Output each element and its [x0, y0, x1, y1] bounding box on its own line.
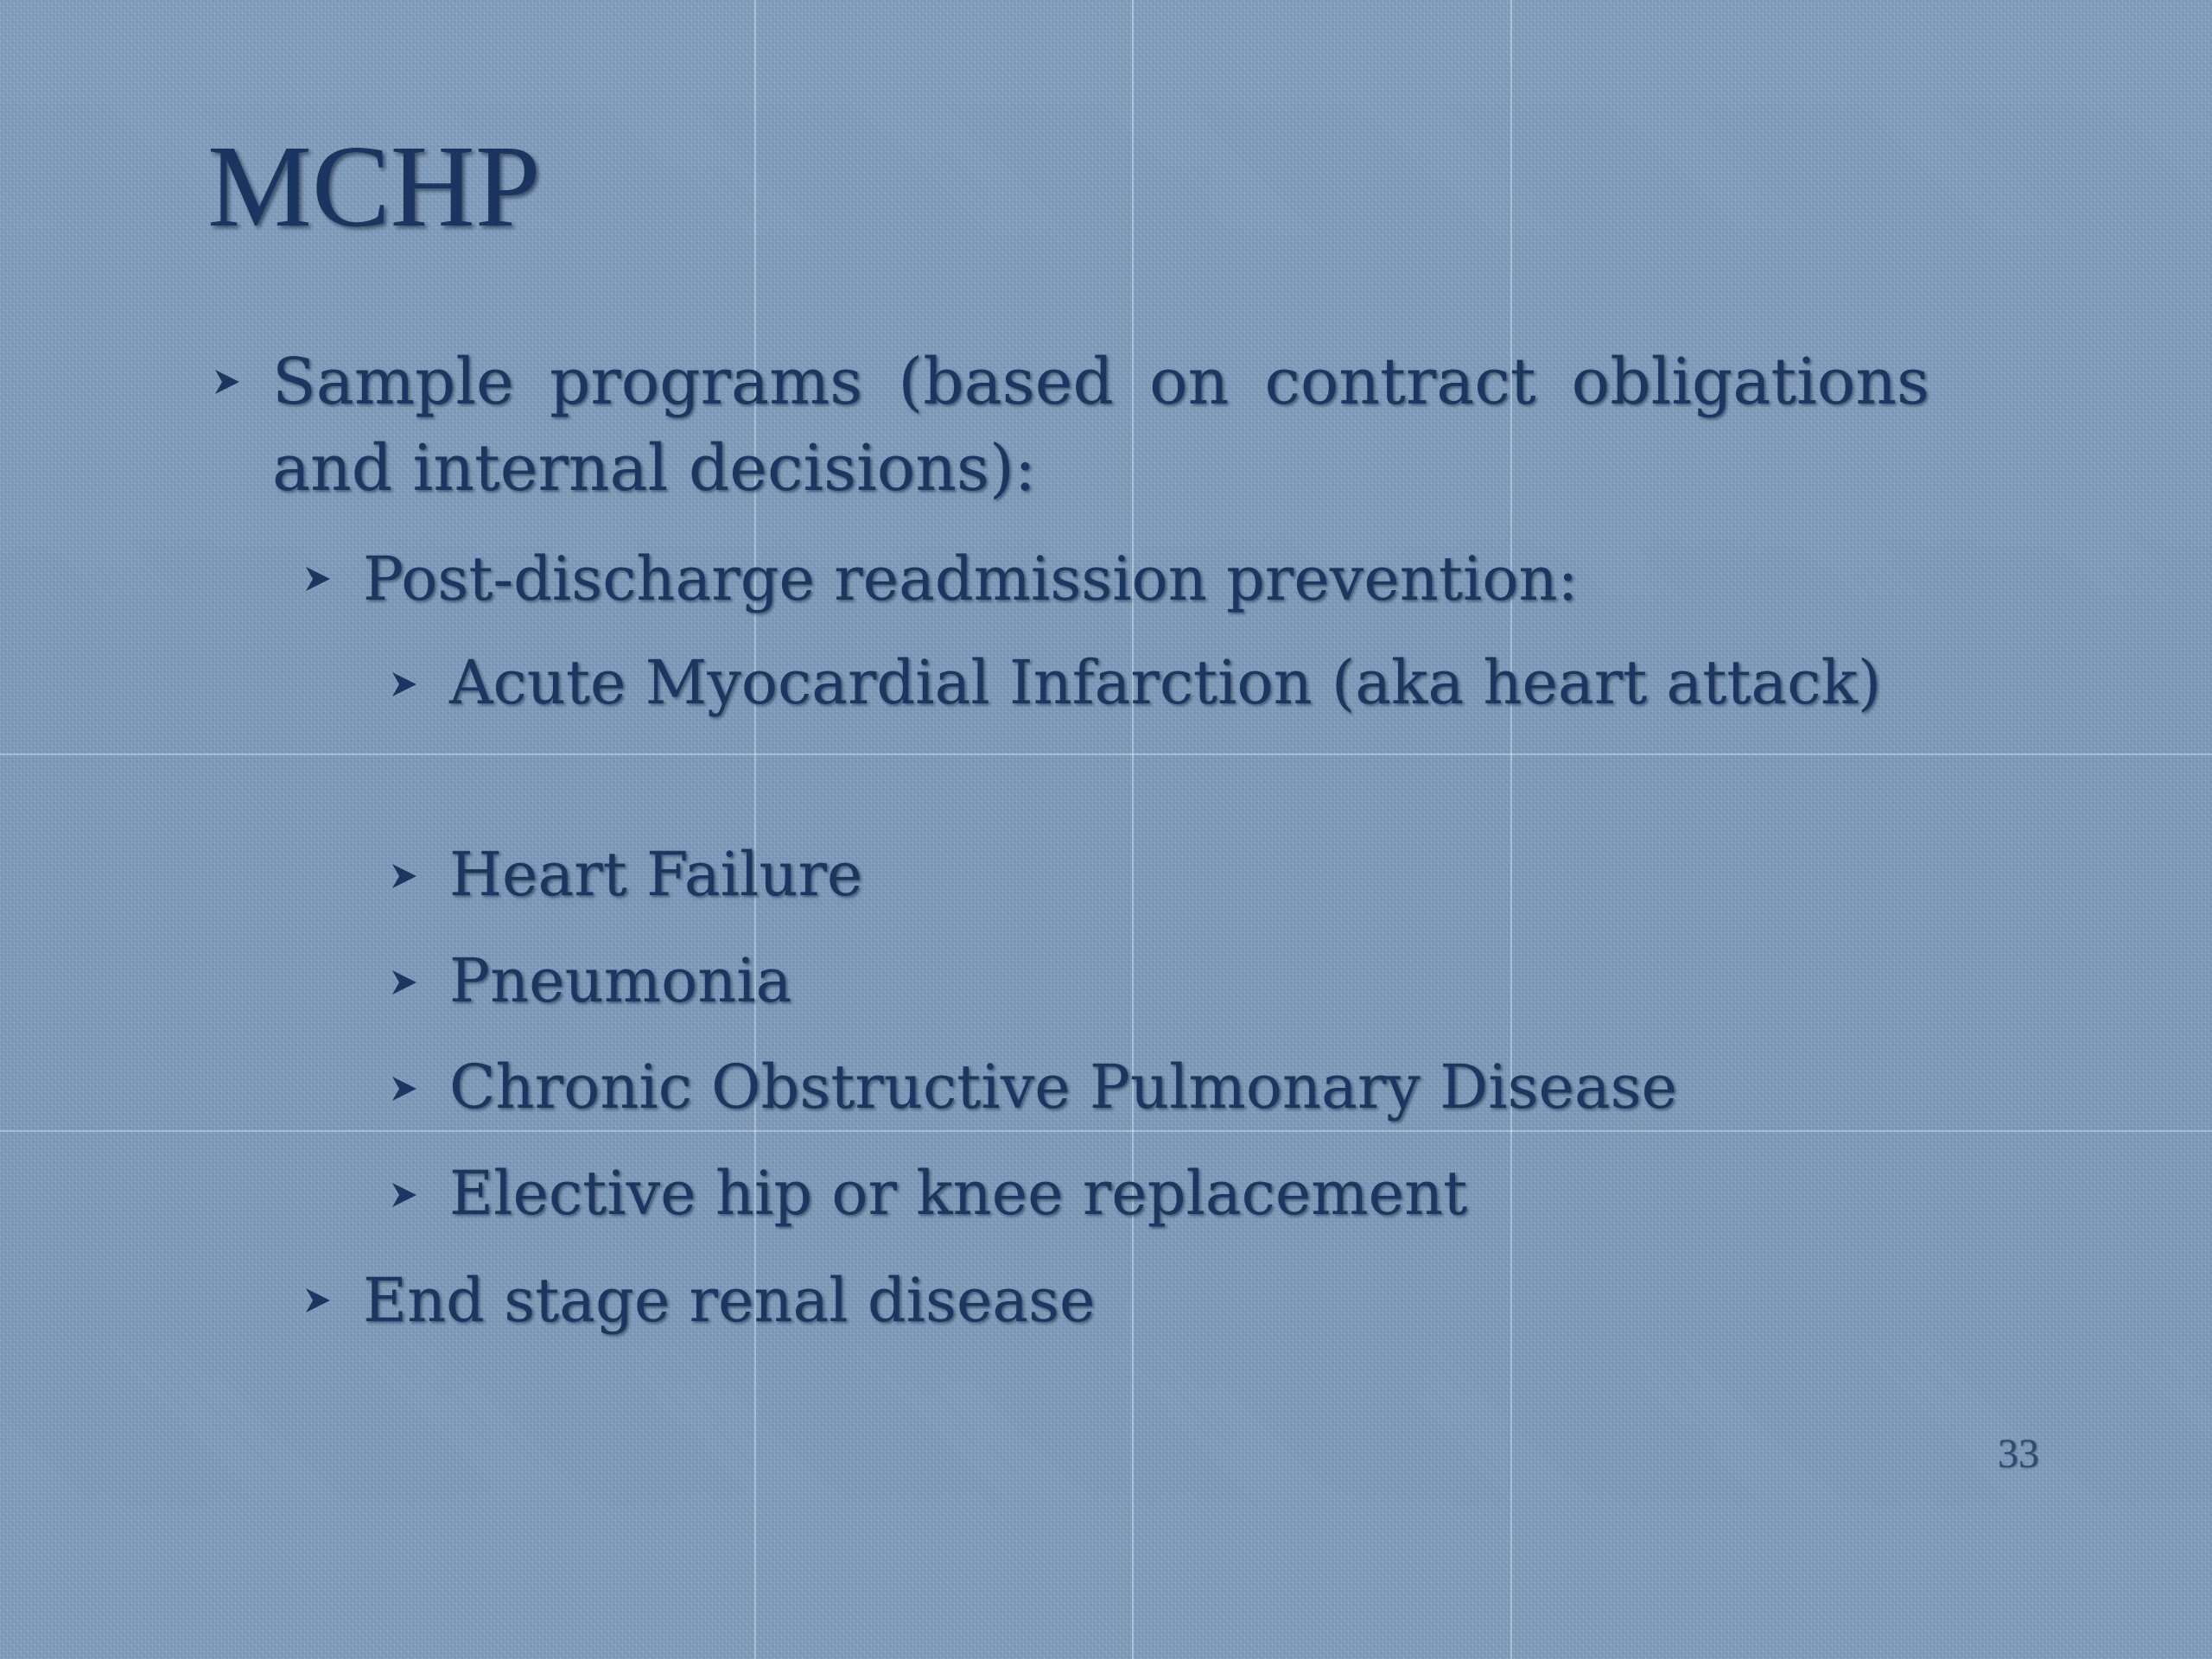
arrowhead-bullet-icon	[301, 562, 335, 596]
arrowhead-bullet-icon	[387, 1071, 422, 1106]
page-number: 33	[1998, 1431, 2039, 1477]
bullet-text: Post-discharge readmission prevention:	[363, 543, 1579, 614]
bullet-item	[449, 639, 1929, 726]
arrowhead-bullet-icon	[301, 1283, 335, 1318]
arrowhead-bullet-icon	[210, 365, 245, 399]
grid-line-horizontal	[0, 1130, 2212, 1132]
bullet-item	[449, 1150, 1929, 1236]
grid-line-vertical	[1132, 0, 1134, 1659]
bullet-text: Sample programs (based on contract obligations and internal decisions):	[272, 345, 1929, 505]
bullet-text: End stage renal disease	[363, 1265, 1096, 1336]
slide-title: MCHP	[207, 122, 541, 251]
arrowhead-bullet-icon	[387, 1178, 422, 1212]
bullet-item	[272, 339, 1929, 512]
bullet-item	[363, 536, 1918, 622]
bullet-text: Pneumonia	[449, 945, 792, 1016]
bullet-text: Elective hip or knee replacement	[449, 1158, 1468, 1229]
bullet-item	[449, 831, 1929, 918]
grid-line-horizontal	[0, 753, 2212, 755]
bullet-text: Acute Myocardial Infarction (aka heart attack)	[449, 647, 1882, 718]
arrowhead-bullet-icon	[387, 667, 422, 702]
bullet-item	[449, 1044, 1929, 1130]
bullet-item	[363, 1257, 1918, 1344]
bullet-item	[449, 938, 1929, 1024]
bullet-text: Heart Failure	[449, 839, 863, 910]
arrowhead-bullet-icon	[387, 965, 422, 1000]
grid-line-vertical	[754, 0, 756, 1659]
arrowhead-bullet-icon	[387, 859, 422, 893]
bullet-text: Chronic Obstructive Pulmonary Disease	[449, 1052, 1678, 1122]
grid-line-vertical	[1510, 0, 1512, 1659]
